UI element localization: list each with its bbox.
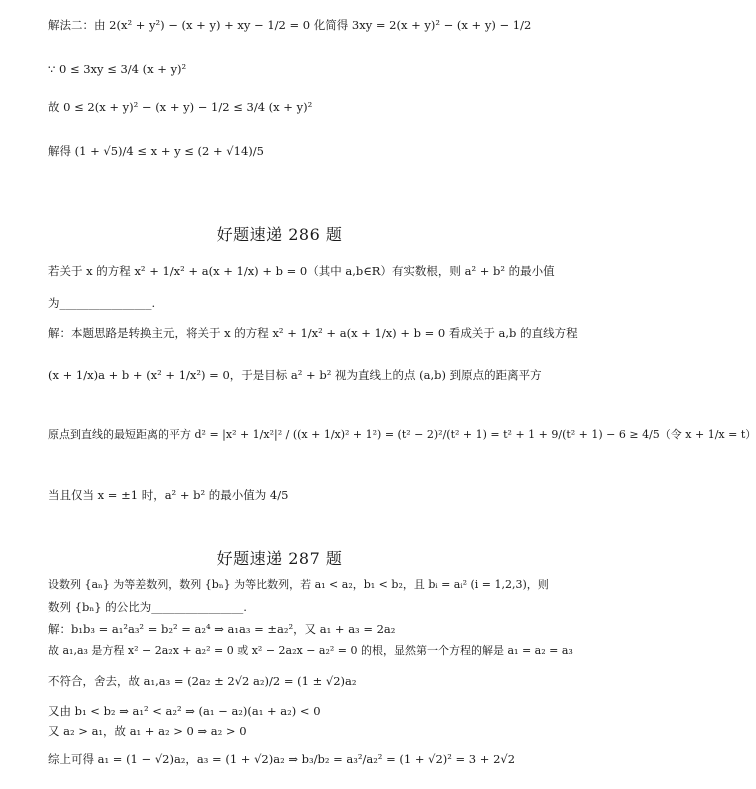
s287-line4: 又由 b₁ < b₂ ⇒ a₁² < a₂² ⇒ (a₁ − a₂)(a₁ + a₂) < 0 xyxy=(48,704,321,718)
solution2-line3: 故 0 ≤ 2(x + y)² − (x + y) − 1/2 ≤ 3/4 (x + y)² xyxy=(48,100,313,114)
s287-line1: 解：b₁b₃ = a₁²a₃² = b₂² = a₂⁴ ⇒ a₁a₃ = ±a₂²，又 a₁ + a₃ = 2a₂ xyxy=(48,622,396,636)
solution2-line2: ∵ 0 ≤ 3xy ≤ 3/4 (x + y)² xyxy=(48,62,187,76)
s287-line2: 故 a₁,a₃ 是方程 x² − 2a₂x + a₂² = 0 或 x² − 2a₂x − a₂² = 0 的根，显然第一个方程的解是 a₁ = a₂ = a₃ xyxy=(48,644,573,657)
q287-line1: 设数列 {aₙ} 为等差数列，数列 {bₙ} 为等比数列，若 a₁ < a₂，b₁ < b₂，且 bᵢ = aᵢ² (i = 1,2,3)，则 xyxy=(48,578,549,591)
s287-line5: 又 a₂ > a₁，故 a₁ + a₂ > 0 ⇒ a₂ > 0 xyxy=(48,724,247,738)
solution2-line4: 解得 (1 + √5)/4 ≤ x + y ≤ (2 + √14)/5 xyxy=(48,144,264,158)
section-287-title: 好题速递 287 题 xyxy=(216,549,343,568)
s287-line6: 综上可得 a₁ = (1 − √2)a₂，a₃ = (1 + √2)a₂ ⇒ b₃/b₂ = a₃²/a₂² = (1 + √2)² = 3 + 2√2 xyxy=(48,752,516,766)
solution2-line1: 解法二：由 2(x² + y²) − (x + y) + xy − 1/2 = 0 化简得 3xy = 2(x + y)² − (x + y) − 1/2 xyxy=(48,18,532,32)
s287-line3: 不符合，舍去，故 a₁,a₃ = (2a₂ ± 2√2 a₂)/2 = (1 ± √2)a₂ xyxy=(48,674,357,688)
s286-line4: 当且仅当 x = ±1 时，a² + b² 的最小值为 4/5 xyxy=(48,488,289,502)
s286-line3: 原点到直线的最短距离的平方 d² = |x² + 1/x²|² / ((x + 1/x)² + 1²) = (t² − 2)²/(t² + 1) = t² + 1 + 9/(t² + 1) − 6 ≥ 4/5（令 x + 1/x = t） xyxy=(48,428,756,441)
q286-line1: 若关于 x 的方程 x² + 1/x² + a(x + 1/x) + b = 0（其中 a,b∈R）有实数根，则 a² + b² 的最小值 xyxy=(48,264,555,278)
section-286-title: 好题速递 286 题 xyxy=(216,225,343,244)
s286-line1: 解：本题思路是转换主元，将关于 x 的方程 x² + 1/x² + a(x + 1/x) + b = 0 看成关于 a,b 的直线方程 xyxy=(48,326,578,340)
q287-line2: 数列 {bₙ} 的公比为________________. xyxy=(48,600,247,614)
q286-line2: 为________________. xyxy=(48,296,156,310)
s286-line2: (x + 1/x)a + b + (x² + 1/x²) = 0，于是目标 a² + b² 视为直线上的点 (a,b) 到原点的距离平方 xyxy=(48,368,542,382)
